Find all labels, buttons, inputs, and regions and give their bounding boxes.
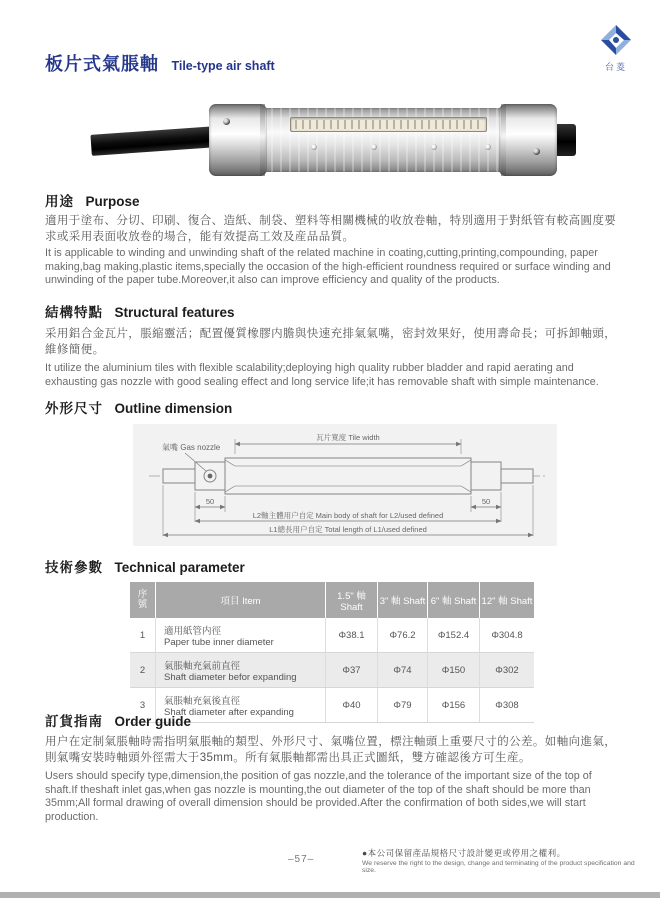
outline-dimension-diagram [133,424,557,546]
heading-order-en: Order guide [114,714,191,729]
row-value: Φ302 [495,664,519,676]
page-title-en: Tile-type air shaft [171,59,275,73]
heading-outline-en: Outline dimension [114,401,233,416]
screw-dot [533,148,540,155]
features-text-en: It utilize the aluminium tiles with flexible scalability;deploying high quality rubber bladder and rapid aerating and exhausting gas nozzle with good sealing effect and long service life;it has removable shaft with simple maintenance. [45,362,599,388]
row-value: Φ79 [378,688,428,722]
page-title [45,50,275,76]
row-no: 2 [130,653,156,687]
company-logo-text: 台菱 [604,62,627,72]
footer-note [362,847,642,874]
heading-purpose-en: Purpose [85,194,140,209]
col-header-no: 序號 [130,582,156,618]
company-logo-icon [598,22,634,58]
col-header-shaft-4: 12" 軸 Shaft [481,596,533,607]
heading-order-cn: 訂貨指南 [45,714,103,729]
heading-outline-cn: 外形尺寸 [45,401,103,416]
footer-note-en: We reserve the right to the design, change and terminating of the product specification and size. [362,860,635,874]
table-header-row [130,582,534,618]
heading-features-en: Structural features [114,305,235,320]
shaft-key-slot [290,117,487,132]
screw-dot [223,118,230,125]
parameter-table [130,582,534,723]
purpose-text-en: It is applicable to winding and unwinding shaft of the related machine in coating,cutting,printing,compounding, paper making,bag making,plastic items,specially the occasion of the high-efficient roundness required or surface winding and unwinding of the paper tube.Moreover,it also can improve efficiency and quality of the products. [45,247,611,286]
page-title-cn: 板片式氣脹軸 [45,54,159,74]
row-value: Φ74 [378,653,428,687]
row-value: Φ150 [428,653,480,687]
shaft-drawing [133,424,557,546]
l1-dimension-label: L1總長用户自定 Total length of L1/used defined [269,525,427,534]
row-value: Φ304.8 [491,629,523,641]
row-item-en: Paper tube inner diameter [164,636,274,648]
row-no: 3 [130,688,156,722]
row-item-en: Shaft diameter befor expanding [164,671,297,683]
row-value: Φ76.2 [378,618,428,652]
row-item-en: Shaft diameter after expanding [164,706,294,718]
heading-purpose-cn: 用途 [45,194,74,209]
company-logo [596,22,636,73]
row-item-cn: 氣脹軸充氣後直徑 [164,695,241,707]
row-value: Φ38.1 [326,618,378,652]
row-value: Φ308 [495,699,519,711]
shaft-vent-hole [311,144,317,150]
col-header-shaft-2: 3" 軸 Shaft [378,582,428,618]
tile-width-label: 瓦片寬度 Tile width [316,433,380,442]
section-heading-features [45,301,235,322]
purpose-text-cn: 適用于塗布、分切、印刷、復合、造紙、制袋、塑料等相關機械的收放卷軸，特別適用于對紙管有較高圓度要求或采用表面收放卷的場合，能有效提高工效及産品品質。 [45,215,617,243]
shaft-right-cap [499,104,557,176]
section-heading-outline [45,397,232,418]
right-50-dim: 50 [481,497,491,506]
table-row [130,653,534,688]
footer-note-cn: ●本公司保留產品規格尺寸設計變更或停用之權利。 [362,848,566,858]
row-value: Φ152.4 [428,618,480,652]
shaft-vent-hole [431,144,437,150]
product-photo [85,96,590,184]
row-value: Φ37 [326,653,378,687]
table-row [130,618,534,653]
row-no: 1 [130,618,156,652]
section-heading-purpose [45,190,139,211]
order-text-en: Users should specify type,dimension,the position of gas nozzle,and the tolerance of the important size of the top of shaft.If theshaft inlet gas,when gas nozzle is mounting,the out diameter of the top of the shaft should be more than 35mm;All formal drawing of overall dimension should be provided.After the confirmation of both sides,we will start production. [45,770,592,823]
shaft-vent-hole [371,144,377,150]
heading-features-cn: 結構特點 [45,305,103,320]
shaft-left-cap [209,104,267,176]
left-50-dim: 50 [205,497,215,506]
row-value: Φ40 [326,688,378,722]
gas-nozzle-label: 氣嘴 Gas nozzle [162,443,221,452]
row-value: Φ156 [428,688,480,722]
heading-parameters-en: Technical parameter [114,560,245,575]
features-text-cn: 采用鋁合金瓦片，脹縮靈活；配置優質橡膠内膽與快速充排氣氣嘴，密封效果好，使用壽命長；可拆卸軸頭，維修簡便。 [45,328,617,356]
col-header-shaft-1: 1.5" 軸 Shaft [326,582,378,618]
col-header-item: 項目 Item [156,582,326,618]
row-item [156,618,326,652]
shaft-vent-hole [485,144,491,150]
section-heading-order [45,710,191,731]
row-item-cn: 適用紙管内徑 [164,625,222,637]
row-item [156,653,326,687]
col-header-shaft-3: 6" 軸 Shaft [428,582,480,618]
page-edge-strip [0,892,660,898]
order-text-cn: 用户在定制氣脹軸時需指明氣脹軸的類型、外形尺寸、氣嘴位置，標注軸頭上重要尺寸的公差。如軸向進氣，則氣嘴安裝時軸頭外徑需大于35mm。所有氣脹軸都需出具正式圖紙，雙方確認後方可生産。 [45,736,617,764]
section-heading-parameters [45,556,245,577]
heading-parameters-cn: 技術參數 [45,560,103,575]
row-item-cn: 氣脹軸充氣前直徑 [164,660,241,672]
l2-dimension-label: L2軸主體用户自定 Main body of shaft for L2/used defined [252,511,444,520]
page-number: –57– [288,854,315,865]
